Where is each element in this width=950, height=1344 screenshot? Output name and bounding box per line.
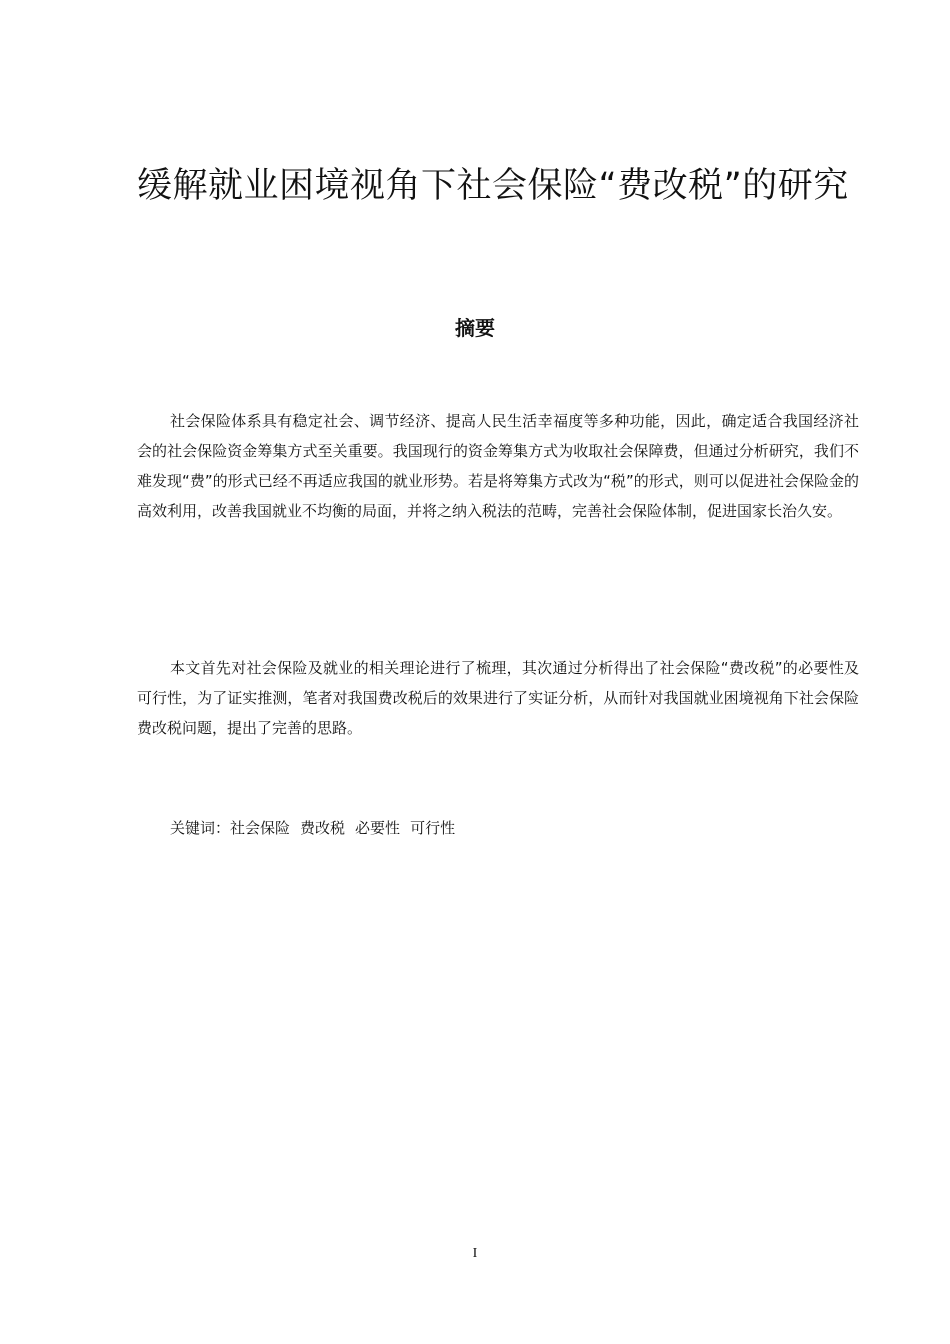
document-title: 缓解就业困境视角下社会保险“费改税”的研究 — [137, 166, 849, 206]
page-number: I — [472, 1246, 478, 1261]
abstract-paragraph-1: 社会保险体系具有稳定社会、调节经济、提高人民生活幸福度等多种功能，因此，确定适合我国经济社会的社会保险资金筹集方式至关重要。我国现行的资金筹集方式为收取社会保障费，但通过分析研究，我们不难发现“费”的形式已经不再适应我国的就业形势。若是将筹集方式改为“税”的形式，则可以促进社会保险金的高效利用，改善我国就业不均衡的局面，并将之纳入税法的范畴，完善社会保险体制，促进国家长治久安。 — [137, 412, 859, 520]
keyword-item: 社会保险 — [230, 819, 291, 837]
keyword-item: 费改税 — [300, 819, 346, 837]
keyword-item: 可行性 — [410, 819, 456, 837]
keyword-item: 必要性 — [355, 819, 401, 837]
keywords-label: 关键词： — [170, 819, 231, 837]
keywords-line — [170, 814, 465, 842]
abstract-heading: 摘要 — [455, 316, 495, 340]
abstract-paragraph-2: 本文首先对社会保险及就业的相关理论进行了梳理，其次通过分析得出了社会保险“费改税”的必要性及可行性，为了证实推测，笔者对我国费改税后的效果进行了实证分析，从而针对我国就业困境视角下社会保险费改税问题，提出了完善的思路。 — [137, 659, 859, 737]
